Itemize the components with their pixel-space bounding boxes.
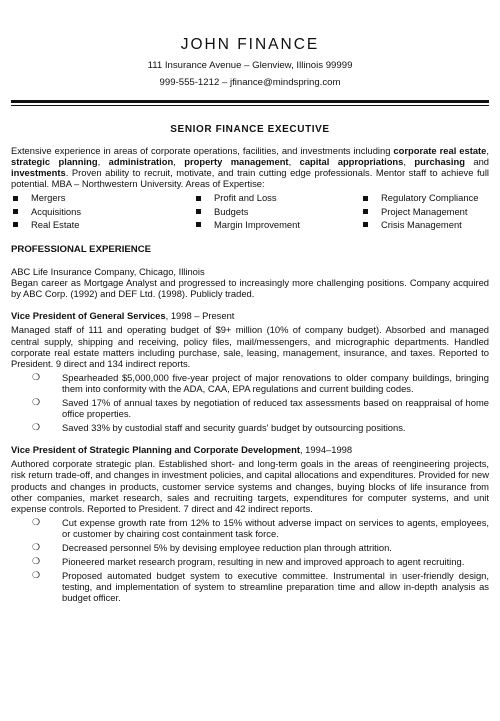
summary-text: Extensive experience in areas of corporate operations, facilities, and investments including xyxy=(11,145,394,157)
skill-item xyxy=(11,206,194,217)
summary-text: . Proven ability to recruit, motivate, and train cutting edge professionals. Mentor staff to achieve full potential. MBA – Northwestern University. Areas of Expertise: xyxy=(11,167,489,190)
summary-text: , xyxy=(486,145,489,157)
square-bullet-icon xyxy=(363,196,368,201)
accomplishment-item xyxy=(11,556,489,567)
summary-text: , xyxy=(288,156,300,168)
resume-header xyxy=(11,0,489,91)
expertise-grid xyxy=(11,192,489,229)
square-bullet-icon xyxy=(13,209,18,214)
summary-keyword: corporate real estate xyxy=(393,145,487,157)
skill-item xyxy=(361,219,489,230)
accomplishment-text: Decreased personnel 5% by devising employee reduction plan through attrition. xyxy=(62,542,392,554)
experience-heading: PROFESSIONAL EXPERIENCE xyxy=(11,243,152,255)
square-bullet-icon xyxy=(363,209,368,214)
skill-item xyxy=(361,192,489,203)
square-bullet-icon xyxy=(196,209,201,214)
job-title: Vice President of Strategic Planning and Corporate Development xyxy=(11,444,300,456)
skill-label: Regulatory Compliance xyxy=(381,192,479,204)
summary-keyword: capital appropriations xyxy=(299,156,404,168)
skill-item xyxy=(194,192,361,203)
square-bullet-icon xyxy=(13,222,18,227)
accomplishment-text: Saved 33% by custodial staff and security guards' budget by outsourcing positions. xyxy=(62,422,406,434)
summary-keyword: property management xyxy=(184,156,289,168)
check-mark-icon: ❍ xyxy=(32,542,41,553)
job-description: Authored corporate strategic plan. Established short- and long-term goals in the areas of reengineering projects, risk return trade-off, and changes in investment policies, and capital allocations and expenditures. Provided for new products and changes in products, customer service systems and changes, buying blocks of life insurance from other companies, market research, sales and recruiting targets, expenditures for computer systems, and unit expense controls. Reported to President. 7 direct and 42 indirect reports. xyxy=(11,458,489,514)
accomplishment-item xyxy=(11,422,489,433)
accomplishment-text: Proposed automated budget system to executive committee. Instrumental in user-friendly design, testing, and implementation of system to streamline preparation time and allow in-depth analysis as budget officer. xyxy=(62,570,489,604)
skill-label: Profit and Loss xyxy=(214,192,277,204)
summary-text: , xyxy=(97,156,109,168)
job-description: Managed staff of 111 and operating budget of $9+ million (10% of company budget). Absorbed and managed central supply, shipping and receiving, policy files, mail/messengers, and micrographic departments. Handled corporate real estate matters including purchase, sale, leasing, management, insurance, and taxes. Reported to President. 9 direct and 134 indirect reports. xyxy=(11,324,489,369)
job-dates: , 1994–1998 xyxy=(299,444,353,456)
accomplishment-item xyxy=(11,372,489,394)
skill-label: Acquisitions xyxy=(31,205,82,217)
candidate-name: JOHN FINANCE xyxy=(180,36,320,53)
skill-label: Crisis Management xyxy=(381,218,462,230)
accomplishment-text: Spearheaded $5,000,000 five-year project of major renovations to older company buildings, bringing them into conformity with the ADA, CAA, EPA regulations and current building codes. xyxy=(62,371,489,394)
job-title: Vice President of General Services xyxy=(11,310,166,322)
check-mark-icon: ❍ xyxy=(32,516,41,527)
job-dates: , 1998 – Present xyxy=(165,310,235,322)
check-mark-icon: ❍ xyxy=(32,556,41,567)
skill-item xyxy=(194,219,361,230)
summary-text: , xyxy=(403,156,415,168)
skill-label: Budgets xyxy=(214,205,249,217)
check-mark-icon: ❍ xyxy=(32,570,41,581)
square-bullet-icon xyxy=(363,222,368,227)
header-rule-thin xyxy=(11,105,489,106)
resume-title: SENIOR FINANCE EXECUTIVE xyxy=(170,124,330,136)
company-name: ABC Life Insurance Company, Chicago, Illinois xyxy=(11,266,205,278)
accomplishment-text: Pioneered market research program, resulting in new and improved approach to agent recruiting. xyxy=(62,556,465,568)
skill-item xyxy=(194,206,361,217)
summary-keyword: purchasing xyxy=(414,156,465,168)
check-mark-icon: ❍ xyxy=(32,422,41,433)
skill-label: Real Estate xyxy=(31,218,80,230)
square-bullet-icon xyxy=(196,196,201,201)
check-mark-icon: ❍ xyxy=(32,396,41,407)
accomplishment-item xyxy=(11,397,489,419)
accomplishment-list xyxy=(11,372,489,433)
skill-label: Margin Improvement xyxy=(214,218,300,230)
accomplishment-item xyxy=(11,542,489,553)
skill-item xyxy=(361,206,489,217)
summary-keyword: strategic planning xyxy=(11,156,98,168)
job-heading xyxy=(11,444,489,455)
header-rule-thick xyxy=(11,100,489,103)
check-mark-icon: ❍ xyxy=(32,371,41,382)
accomplishment-list xyxy=(11,517,489,604)
phone-email-line: 999-555-1212 – jfinance@mindspring.com xyxy=(159,77,341,89)
accomplishment-text: Cut expense growth rate from 12% to 15% without adverse impact on services to agents, employees, or customer by chairing cost containment task force. xyxy=(62,516,489,539)
square-bullet-icon xyxy=(13,196,18,201)
skill-label: Mergers xyxy=(31,192,66,204)
summary-keyword: administration xyxy=(108,156,174,168)
company-description: Began career as Mortgage Analyst and progressed to increasingly more challenging positions. Company acquired by ABC Corp. (1992) and DEF Ltd. (1998). Publicly traded. xyxy=(11,277,489,300)
square-bullet-icon xyxy=(196,222,201,227)
skill-item xyxy=(11,192,194,203)
summary-text: , xyxy=(173,156,185,168)
summary-paragraph xyxy=(11,145,489,189)
accomplishment-item xyxy=(11,517,489,539)
summary-text: and xyxy=(464,156,490,168)
summary-keyword: investments xyxy=(11,167,66,179)
skill-label: Project Management xyxy=(381,205,468,217)
address-line: 111 Insurance Avenue – Glenview, Illinois 99999 xyxy=(147,60,353,72)
skill-item xyxy=(11,219,194,230)
accomplishment-text: Saved 17% of annual taxes by negotiation of reduced tax assessments based on reappraisal of home office properties. xyxy=(62,396,489,420)
accomplishment-item xyxy=(11,570,489,603)
job-heading xyxy=(11,310,489,321)
